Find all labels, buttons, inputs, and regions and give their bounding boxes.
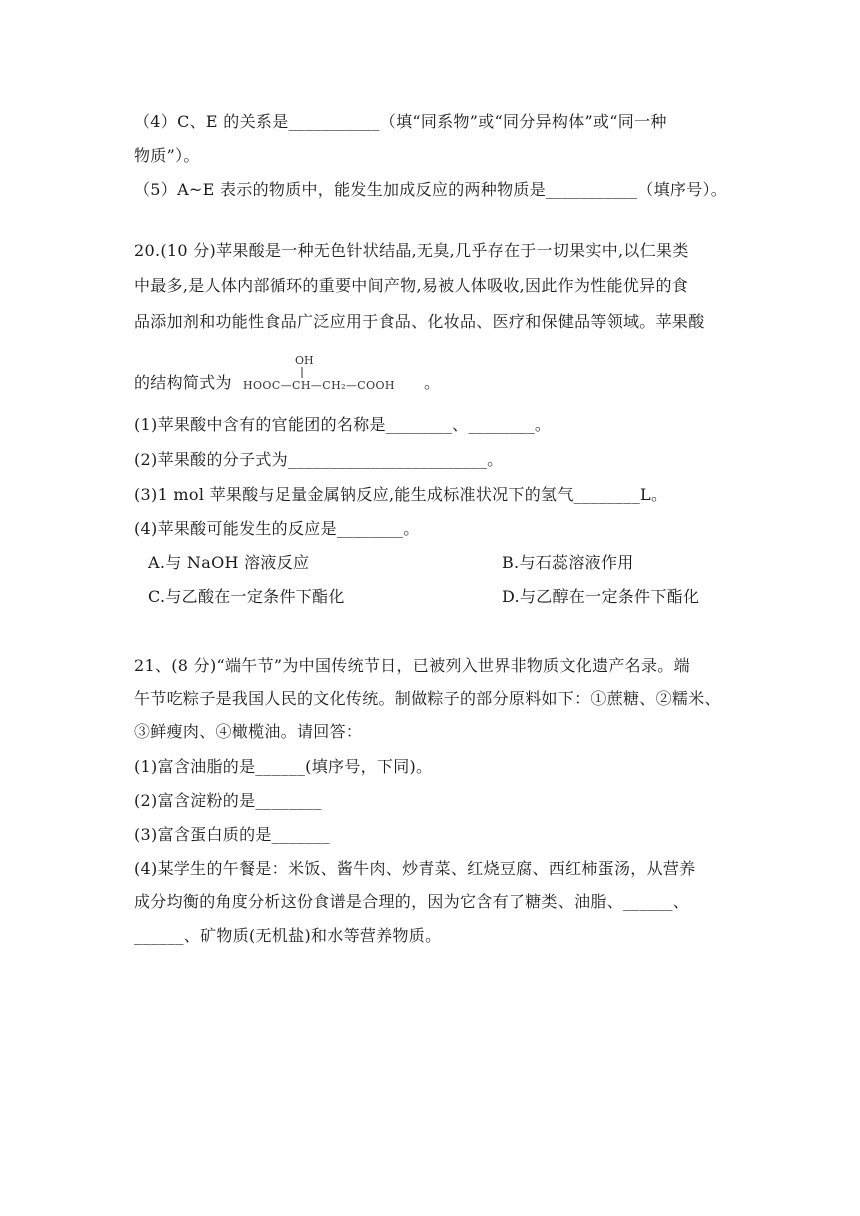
q19-part5: （5）A~E 表示的物质中，能发生加成反应的两种物质是___________（填序号）。 (134, 180, 728, 199)
q20-intro-line4-prefix: 的结构简式为 (134, 373, 232, 392)
q21-part2: (2)富含淀粉的是________ (134, 791, 322, 810)
q19-part4-line1: （4）C、E 的关系是___________（填“同系物”或“同分异构体”或“同一种 (134, 112, 667, 131)
q20-option-a: A.与 NaOH 溶液反应 (148, 553, 310, 572)
q20-intro-line3: 品添加剂和功能性食品广泛应用于食品、化妆品、医疗和保健品等领域。苹果酸 (134, 312, 705, 331)
q21-intro-line1: 21、(8 分)“端午节”为中国传统节日，已被列入世界非物质文化遗产名录。端 (134, 656, 690, 675)
q19-part4-line2: 物质”）。 (134, 146, 200, 165)
q21-part3: (3)富含蛋白质的是_______ (134, 825, 330, 844)
q21-intro-line2: 午节吃粽子是我国人民的文化传统。制做粽子的部分原料如下：①蔗糖、②糯米、 (134, 689, 721, 708)
q20-part4: (4)苹果酸可能发生的反应是________。 (134, 519, 420, 538)
q20-intro-line2: 中最多,是人体内部循环的重要中间产物,易被人体吸收,因此作为性能优异的食 (134, 276, 689, 295)
q21-part4-line1: (4)某学生的午餐是：米饭、酱牛肉、炒青菜、红烧豆腐、西红柿蛋汤，从营养 (134, 859, 696, 878)
q20-part1: (1)苹果酸中含有的官能团的名称是________、________。 (134, 415, 552, 434)
q20-intro-line4-suffix: 。 (424, 373, 441, 392)
q20-intro-line1: 20.(10 分)苹果酸是一种无色针状结晶,无臭,几乎存在于一切果实中,以仁果类 (134, 241, 689, 260)
q20-option-c: C.与乙酸在一定条件下酯化 (148, 587, 345, 606)
malic-acid-structural-formula (243, 352, 423, 396)
q21-intro-line3: ③鲜瘦肉、④橄榄油。请回答： (134, 722, 363, 741)
q21-part4-line3: ______、矿物质(无机盐)和水等营养物质。 (134, 926, 442, 945)
q20-part2: (2)苹果酸的分子式为________________________。 (134, 450, 504, 469)
q21-part1: (1)富含油脂的是______(填序号，下同)。 (134, 757, 433, 776)
q20-part3: (3)1 mol 苹果酸与足量金属钠反应,能生成标准状况下的氢气________L。 (134, 485, 668, 504)
q20-option-b: B.与石蕊溶液作用 (502, 553, 634, 572)
formula-main-chain: HOOC—CH—CH₂—COOH (243, 379, 395, 392)
q20-option-d: D.与乙醇在一定条件下酯化 (502, 587, 700, 606)
q21-part4-line2: 成分均衡的角度分析这份食谱是合理的，因为它含有了糖类、油脂、______、 (134, 892, 690, 911)
formula-oh-label: OH (295, 354, 314, 367)
